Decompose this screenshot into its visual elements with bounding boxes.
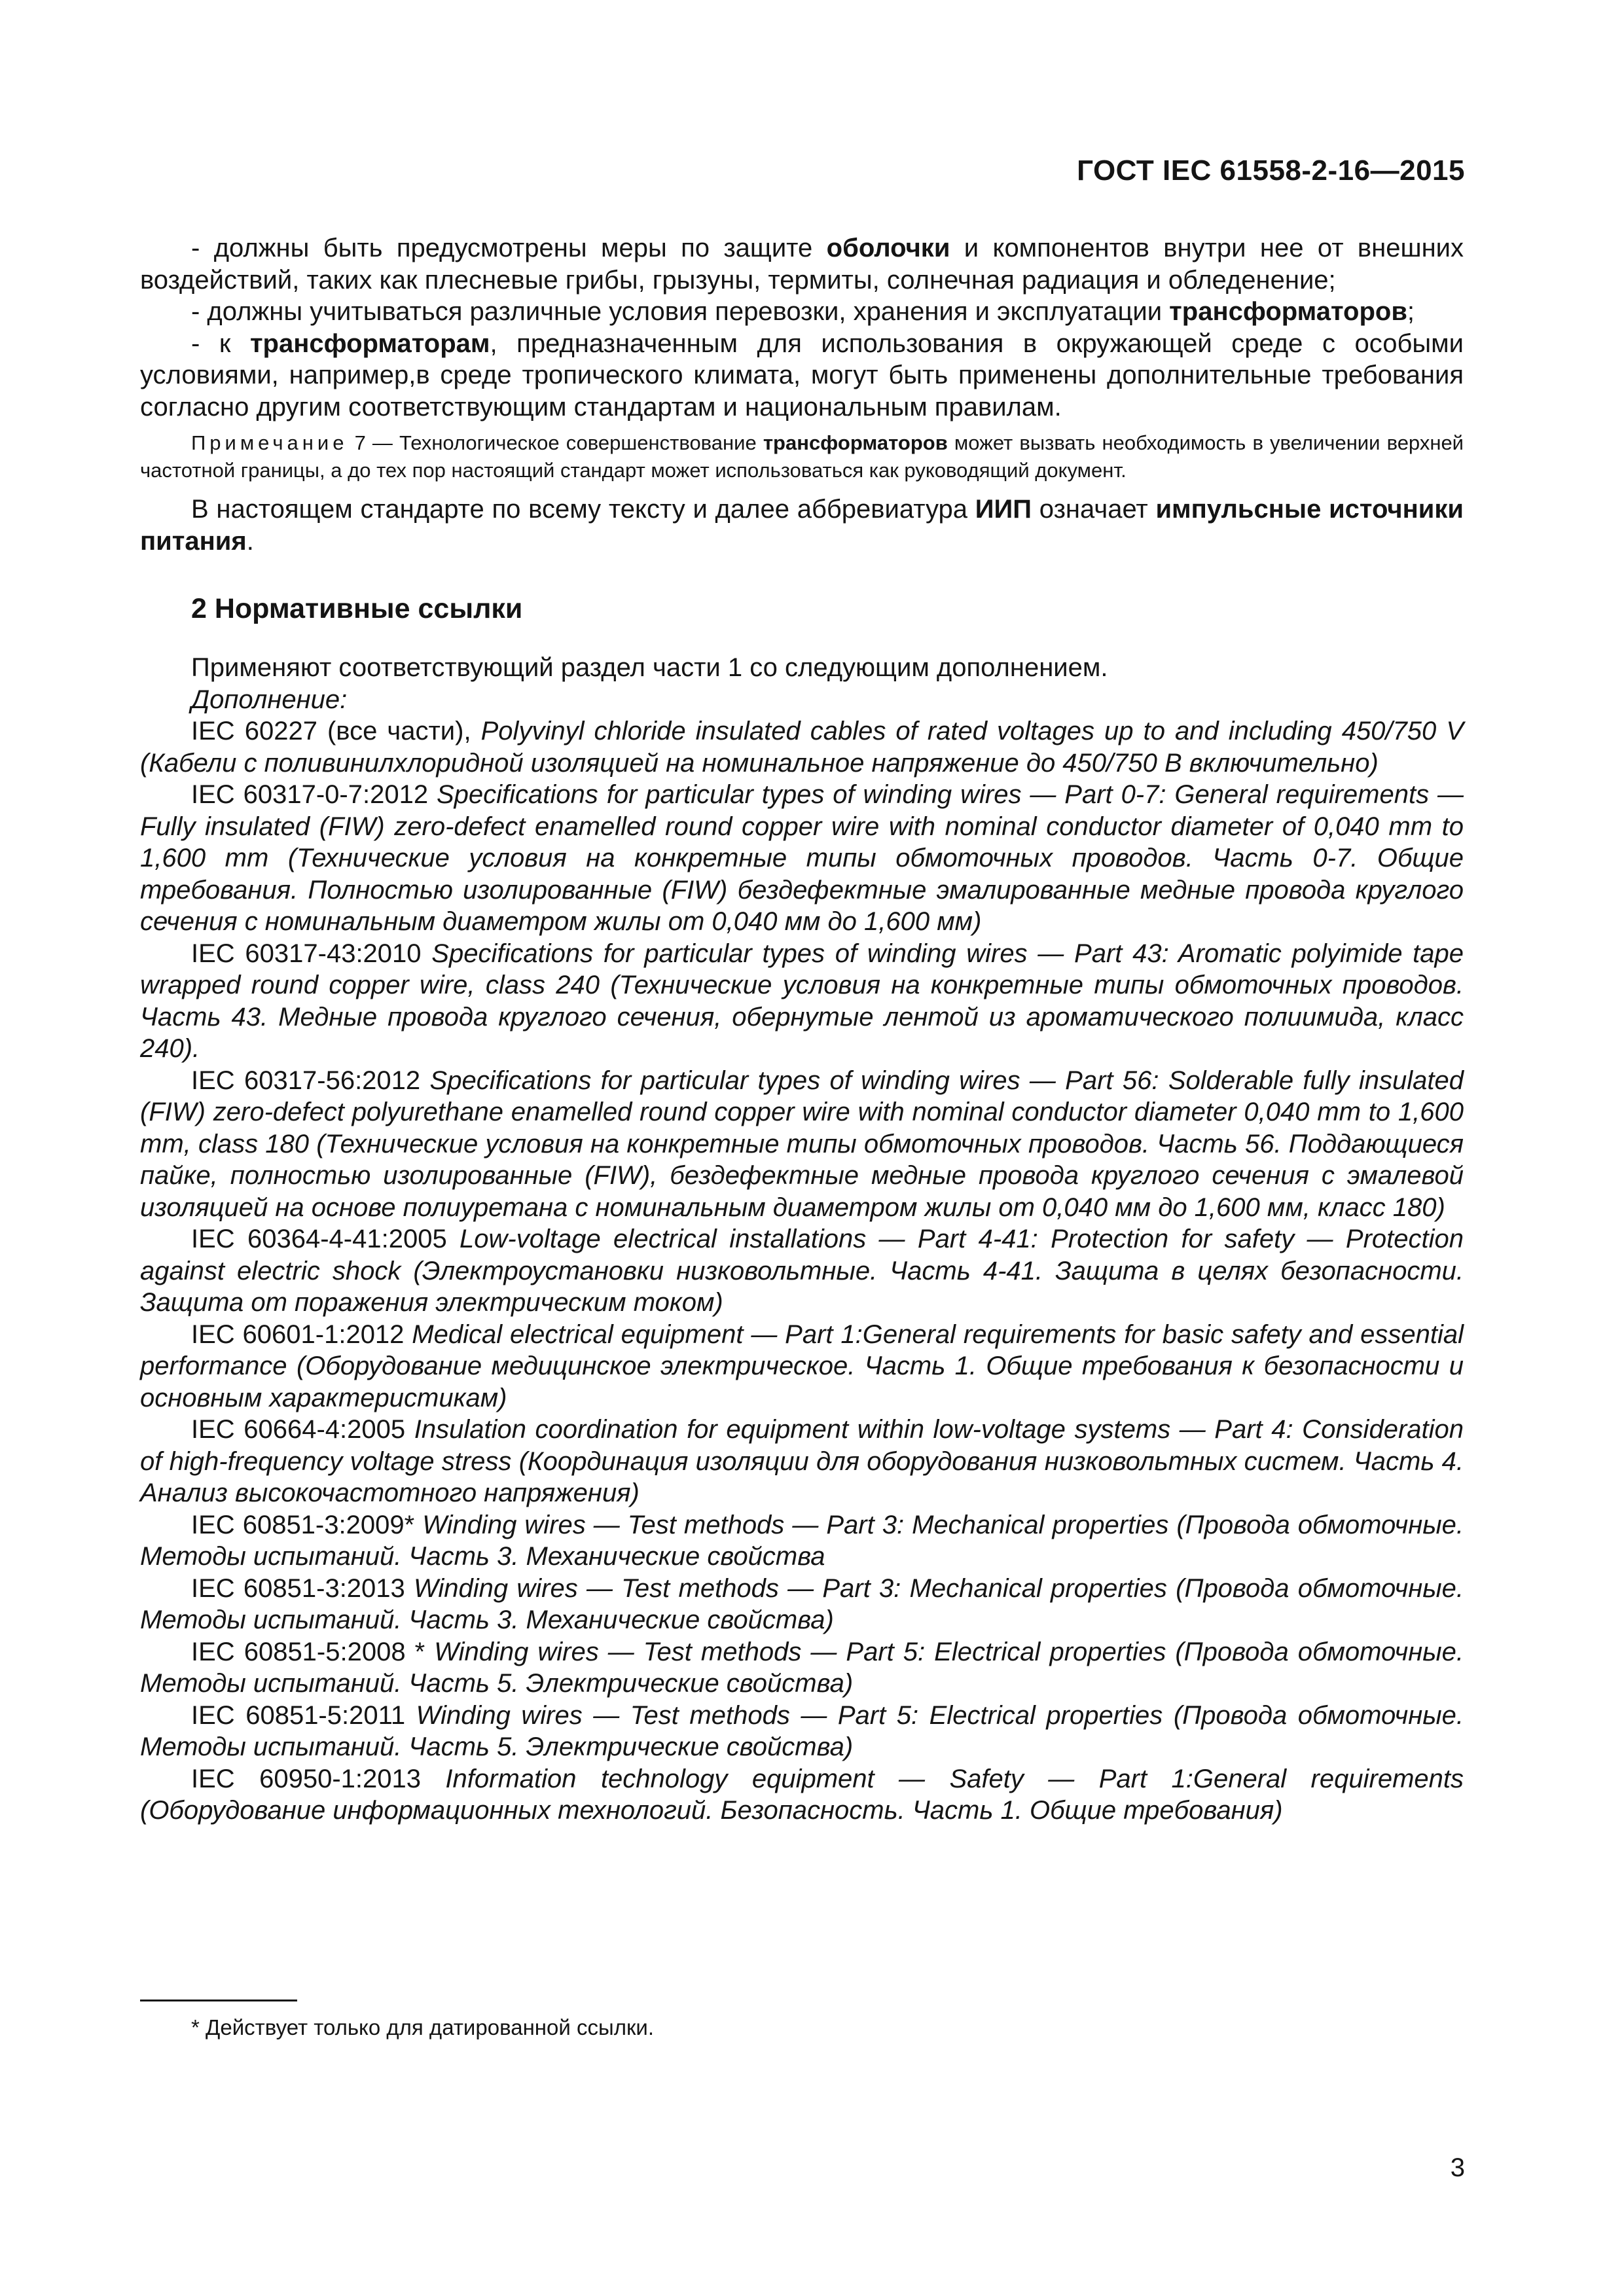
reference-title: Winding wires — Test methods — Part 3: Mechanical properties (Провода обмоточные. Методы испытаний. Часть 3. Механические свойства xyxy=(140,1510,1464,1571)
bold-term: трансформаторам xyxy=(249,329,490,358)
reference-item xyxy=(140,1065,1464,1224)
intro-item xyxy=(140,232,1464,296)
reference-code: IEC 60664-4:2005 xyxy=(191,1415,414,1444)
reference-title: Winding wires — Test methods — Part 3: Mechanical properties (Провода обмоточные. Методы испытаний. Часть 3. Механические свойства) xyxy=(140,1573,1464,1634)
reference-title: Polyvinyl chloride insulated cables of rated voltages up to and including 450/750 V (Кабели с поливинилхлоридной изоляцией на номинальное напряжение до 450/750 В включительно) xyxy=(140,717,1464,778)
abbreviation-paragraph xyxy=(140,493,1464,557)
reference-title: Specifications for particular types of winding wires — Part 0-7: General requirements — Fully insulated (FIW) zero-defect enamelled round copper wire with nominal conductor diameter of 0,040 mm to 1,600 mm (Технические условия на конкретные типы обмоточных проводов. Часть 0-7. Общие требования. Полностью изолированные (FIW) бездефектные эмалированные медные провода круглого сечения с номинальным диаметром жилы от 0,040 мм до 1,600 мм) xyxy=(140,780,1464,936)
reference-code: IEC 60851-3:2009* xyxy=(191,1510,423,1539)
reference-item xyxy=(140,1319,1464,1414)
note-bold-term: трансформаторов xyxy=(763,431,948,454)
note-number: 7 — Технологическое совершенствование xyxy=(348,431,763,454)
reference-item xyxy=(140,1636,1464,1700)
section-addition: Дополнение: xyxy=(191,685,348,714)
reference-code: IEC 60601-1:2012 xyxy=(191,1319,412,1349)
references-list xyxy=(140,715,1464,1827)
text-run: - должны учитываться различные условия перевозки, хранения и эксплуатации xyxy=(191,297,1170,326)
reference-title: Winding wires — Test methods — Part 5: Electrical properties (Провода обмоточные. Методы испытаний. Часть 5. Электрические свойства) xyxy=(140,1637,1464,1698)
intro-item xyxy=(140,328,1464,423)
reference-item xyxy=(140,938,1464,1065)
page-number: 3 xyxy=(1450,2153,1465,2182)
text-run: и компонентов внутри нее от внешних воздействий, таких как плесневые грибы, грызуны, термиты, солнечная радиация и обледенение; xyxy=(140,234,1464,295)
text-run: ; xyxy=(1407,297,1415,326)
reference-item xyxy=(140,1700,1464,1763)
intro-requirements xyxy=(140,232,1464,423)
reference-code: IEC 60364-4-41:2005 xyxy=(191,1225,460,1253)
reference-code: IEC 60851-5:2008 * xyxy=(191,1637,435,1666)
section-title: 2 Нормативные ссылки xyxy=(191,593,523,624)
reference-code: IEC 60851-5:2011 xyxy=(191,1700,416,1730)
text-run: . xyxy=(246,526,254,556)
reference-code: IEC 60950-1:2013 xyxy=(191,1764,446,1793)
reference-code: IEC 60317-0-7:2012 xyxy=(191,780,437,809)
text-run: - к xyxy=(191,329,250,358)
note-label: Примечание xyxy=(191,431,348,454)
reference-item xyxy=(140,1223,1464,1319)
text-run: , предназначенным для использования в окружающей среде с особыми условиями, например,в среде тропического климата, могут быть применены дополнительные требования согласно другим соответствующим стандартам и национальным правилам. xyxy=(140,329,1464,422)
bold-term: трансформаторов xyxy=(1169,297,1407,326)
section-lead: Применяют соответствующий раздел части 1 со следующим дополнением. xyxy=(191,653,1108,682)
reference-item xyxy=(140,779,1464,938)
document-body xyxy=(140,232,1464,1827)
reference-code: IEC 60317-56:2012 xyxy=(191,1066,430,1095)
reference-item xyxy=(140,715,1464,779)
intro-item xyxy=(140,296,1464,328)
text-run: означает xyxy=(1032,495,1156,524)
reference-code: IEC 60227 (все части), xyxy=(191,717,481,745)
document-header: ГОСТ IEC 61558-2-16—2015 xyxy=(1077,154,1465,187)
reference-title: Information technology equipment — Safety — Part 1:General requirements (Оборудование информационных технологий. Безопасность. Часть 1. Общие требования) xyxy=(140,1764,1464,1825)
reference-title: Specifications for particular types of winding wires — Part 56: Solderable fully insulated (FIW) zero-defect polyurethane enamelled round copper wire with nominal conductor diameter 0,040 mm to 1,600 mm, class 180 (Технические условия на конкретные типы обмоточных проводов. Часть 56. Поддающиеся пайке, полностью изолированные (FIW), бездефектные медные провода круглого сечения с эмалевой изоляцией на основе полиуретана с номинальным диаметром жилы от 0,040 мм до 1,600 мм, класс 180) xyxy=(140,1066,1464,1222)
reference-title: Low-voltage electrical installations — Part 4-41: Protection for safety — Protection against electric shock (Электроустановки низковольтные. Часть 4-41. Защита в целях безопасности. Защита от поражения электрическим током) xyxy=(140,1225,1464,1317)
reference-item xyxy=(140,1414,1464,1509)
text-run: В настоящем стандарте по всему тексту и далее аббревиатура xyxy=(191,495,975,524)
reference-item xyxy=(140,1509,1464,1573)
reference-code: IEC 60851-3:2013 xyxy=(191,1573,414,1603)
note-7 xyxy=(140,429,1464,484)
reference-title: Winding wires — Test methods — Part 5: Electrical properties (Провода обмоточные. Методы испытаний. Часть 5. Электрические свойства) xyxy=(140,1700,1464,1761)
reference-code: IEC 60317-43:2010 xyxy=(191,939,432,968)
footnote: * Действует только для датированной ссылки. xyxy=(191,2015,655,2039)
note-rest: может вызвать необходимость в увеличении верхней частотной границы, а до тех пор настоящий стандарт может использоваться как руководящий документ. xyxy=(140,431,1464,482)
text-run: - должны быть предусмотрены меры по защите xyxy=(191,234,827,262)
reference-item xyxy=(140,1573,1464,1636)
bold-term: оболочки xyxy=(826,234,950,262)
bold-term: импульсные источники питания xyxy=(140,495,1464,556)
reference-title: Insulation coordination for equipment within low-voltage systems — Part 4: Consideration of high-frequency voltage stress (Координация изоляции для оборудования низковольтных систем. Часть 4. Анализ высокочастотного напряжения) xyxy=(140,1415,1464,1507)
footnote-divider xyxy=(140,2000,297,2001)
reference-title: Specifications for particular types of winding wires — Part 43: Aromatic polyimide tape wrapped round copper wire, class 240 (Технические условия на конкретные типы обмоточных проводов. Часть 43. Медные провода круглого сечения, обернутые лентой из ароматического полиимида, класс 240). xyxy=(140,939,1464,1063)
bold-term: ИИП xyxy=(975,495,1032,524)
reference-item xyxy=(140,1763,1464,1827)
reference-title: Medical electrical equipment — Part 1:General requirements for basic safety and essential performance (Оборудование медицинское электрическое. Часть 1. Общие требования к безопасности и основным характеристикам) xyxy=(140,1319,1464,1412)
